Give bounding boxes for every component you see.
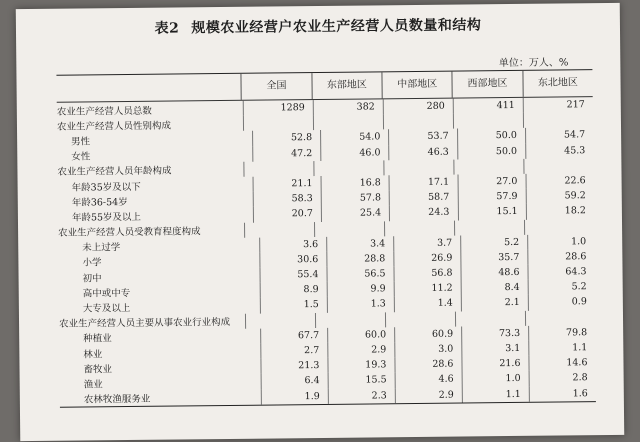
table-cell: 11.2 xyxy=(394,281,461,297)
table-cell xyxy=(383,114,453,130)
table-cell: 48.6 xyxy=(460,265,527,281)
table-cell: 2.8 xyxy=(529,370,596,386)
table-cell: 56.5 xyxy=(326,266,393,282)
table-cell: 2.7 xyxy=(260,343,327,359)
table-cell xyxy=(383,159,453,175)
row-label: 农业生产经营人员性别构成 xyxy=(56,120,172,133)
table-cell xyxy=(384,220,454,236)
table-cell: 60.0 xyxy=(327,327,394,343)
table-cell: 16.8 xyxy=(320,175,388,191)
table-body xyxy=(57,97,596,406)
table-cell: 59.2 xyxy=(525,188,593,204)
table-cell: 54.0 xyxy=(320,130,388,146)
table-cell xyxy=(313,115,383,131)
document-page xyxy=(16,3,624,441)
row-label: 畜牧业 xyxy=(83,363,113,376)
table-cell: 56.8 xyxy=(393,266,460,282)
table-cell: 47.2 xyxy=(252,146,320,162)
table-cell: 64.3 xyxy=(527,264,594,280)
table-title xyxy=(16,13,620,39)
table-cell: 21.1 xyxy=(252,176,320,192)
row-label: 农业生产经营人员年龄构成 xyxy=(57,165,172,179)
table-cell: 15.5 xyxy=(328,373,395,389)
table-cell xyxy=(453,113,523,129)
table-cell: 1.1 xyxy=(462,386,529,402)
table-cell: 20.7 xyxy=(253,206,321,222)
table-cell: 280 xyxy=(383,99,453,115)
table-cell: 6.4 xyxy=(260,373,327,389)
table-cell xyxy=(385,311,455,327)
table-cell xyxy=(454,219,524,235)
table-cell: 1289 xyxy=(243,100,313,116)
table-cell: 67.7 xyxy=(260,328,327,344)
table-cell xyxy=(245,313,315,329)
table-cell: 8.9 xyxy=(260,282,327,298)
table-cell: 19.3 xyxy=(327,357,394,373)
table-cell: 1.0 xyxy=(527,234,594,250)
row-label: 年龄36-54岁 xyxy=(71,196,128,209)
row-label: 初中 xyxy=(82,272,102,285)
table-cell: 50.0 xyxy=(457,128,525,144)
table-cell: 28.8 xyxy=(326,251,393,267)
table-cell: 17.1 xyxy=(389,175,457,191)
table-cell: 2.3 xyxy=(328,388,395,404)
column-header: 全国 xyxy=(241,73,312,100)
table-cell: 21.3 xyxy=(260,358,327,374)
table-cell: 22.6 xyxy=(525,173,593,189)
table-cell: 26.9 xyxy=(393,250,460,266)
table-cell: 382 xyxy=(313,99,383,115)
table-cell: 46.3 xyxy=(388,144,456,160)
table-cell: 58.7 xyxy=(389,190,457,206)
table-cell: 55.4 xyxy=(259,267,326,283)
table-cell: 58.3 xyxy=(252,191,320,207)
table-cell: 2.1 xyxy=(461,295,528,311)
table-cell xyxy=(525,310,595,326)
row-label: 渔业 xyxy=(83,379,103,391)
table-cell: 5.2 xyxy=(460,235,527,251)
table-cell: 57.9 xyxy=(457,189,525,205)
table-cell: 50.0 xyxy=(457,143,525,159)
table-cell xyxy=(523,112,593,128)
table-cell xyxy=(315,312,385,328)
table-cell: 60.9 xyxy=(394,326,461,342)
table-cell: 57.8 xyxy=(321,190,389,206)
row-label: 女性 xyxy=(71,151,91,163)
table-cell: 1.0 xyxy=(462,371,529,387)
table-cell xyxy=(313,160,383,176)
table-cell: 24.3 xyxy=(389,205,457,221)
table-cell: 35.7 xyxy=(460,250,527,266)
table-cell: 2.9 xyxy=(327,342,394,358)
table-cell: 3.7 xyxy=(393,235,460,251)
table-cell: 28.6 xyxy=(527,249,594,265)
table-cell: 4.6 xyxy=(395,372,462,388)
row-label: 农业生产经营人员主要从事农业行业构成 xyxy=(59,317,231,330)
table-cell xyxy=(524,219,594,235)
table-cell: 21.6 xyxy=(461,356,528,372)
row-label: 农业生产经营人员总数 xyxy=(56,105,152,118)
column-header: 西部地区 xyxy=(452,71,523,98)
table-cell: 18.2 xyxy=(526,203,594,219)
table-cell: 8.4 xyxy=(461,280,528,296)
table-cell: 1.1 xyxy=(528,340,595,356)
table-cell: 79.8 xyxy=(528,325,595,341)
row-label: 男性 xyxy=(71,136,91,148)
data-table xyxy=(56,69,595,407)
table-cell: 30.6 xyxy=(259,252,326,268)
table-cell: 14.6 xyxy=(528,355,595,371)
table-cell: 1.9 xyxy=(261,388,328,404)
table-cell xyxy=(455,310,525,326)
table-cell: 15.1 xyxy=(457,204,525,220)
table-title-text: 规模农业经营户农业生产经营人员数量和结构 xyxy=(191,17,482,37)
table-cell: 3.1 xyxy=(461,341,528,357)
row-label: 小学 xyxy=(82,257,102,269)
table-cell: 25.4 xyxy=(321,206,389,222)
table-number: 表2 xyxy=(154,20,180,37)
column-header: 东北地区 xyxy=(522,70,593,97)
table-cell: 1.5 xyxy=(260,297,327,313)
unit-note: 单位：万人、% xyxy=(498,57,569,70)
table-cell: 411 xyxy=(453,98,523,114)
table-cell: 53.7 xyxy=(388,129,456,145)
row-label: 年龄55岁及以上 xyxy=(71,211,142,224)
table-cell: 5.2 xyxy=(528,279,595,295)
table-cell: 3.4 xyxy=(326,236,393,252)
table-cell xyxy=(243,161,313,177)
table-cell: 217 xyxy=(523,97,593,113)
row-label: 种植业 xyxy=(83,333,112,345)
table-cell: 3.6 xyxy=(259,237,326,253)
table-cell: 45.3 xyxy=(525,143,593,159)
table-cell: 27.0 xyxy=(457,174,525,190)
column-header: 中部地区 xyxy=(381,72,452,99)
table-cell: 0.9 xyxy=(528,295,595,311)
table-cell: 2.9 xyxy=(395,387,462,403)
table-cell xyxy=(523,158,593,174)
row-label: 农林牧渔服务业 xyxy=(83,393,151,406)
table-cell: 1.3 xyxy=(327,297,394,313)
table-cell: 3.0 xyxy=(394,342,461,358)
table-cell: 1.6 xyxy=(529,386,596,402)
table-cell xyxy=(314,221,384,237)
header-stub xyxy=(57,87,241,89)
row-label: 未上过学 xyxy=(82,242,121,254)
column-header: 东部地区 xyxy=(311,72,382,99)
table-cell: 28.6 xyxy=(394,357,461,373)
table-cell xyxy=(244,222,314,238)
row-label: 年龄35岁及以下 xyxy=(71,181,141,194)
row-label: 林业 xyxy=(83,348,103,361)
table-cell: 9.9 xyxy=(327,281,394,297)
table-cell: 46.0 xyxy=(320,145,388,161)
table-cell xyxy=(453,159,523,175)
table-cell: 54.7 xyxy=(525,128,593,144)
row-label: 大专及以上 xyxy=(82,303,131,315)
table-cell: 1.4 xyxy=(394,296,461,312)
row-label: 农业生产经营人员受教育程度构成 xyxy=(58,226,201,239)
table-cell: 73.3 xyxy=(461,326,528,342)
table-cell: 52.8 xyxy=(252,130,320,146)
row-label: 高中或中专 xyxy=(82,287,131,300)
table-cell xyxy=(243,115,313,131)
